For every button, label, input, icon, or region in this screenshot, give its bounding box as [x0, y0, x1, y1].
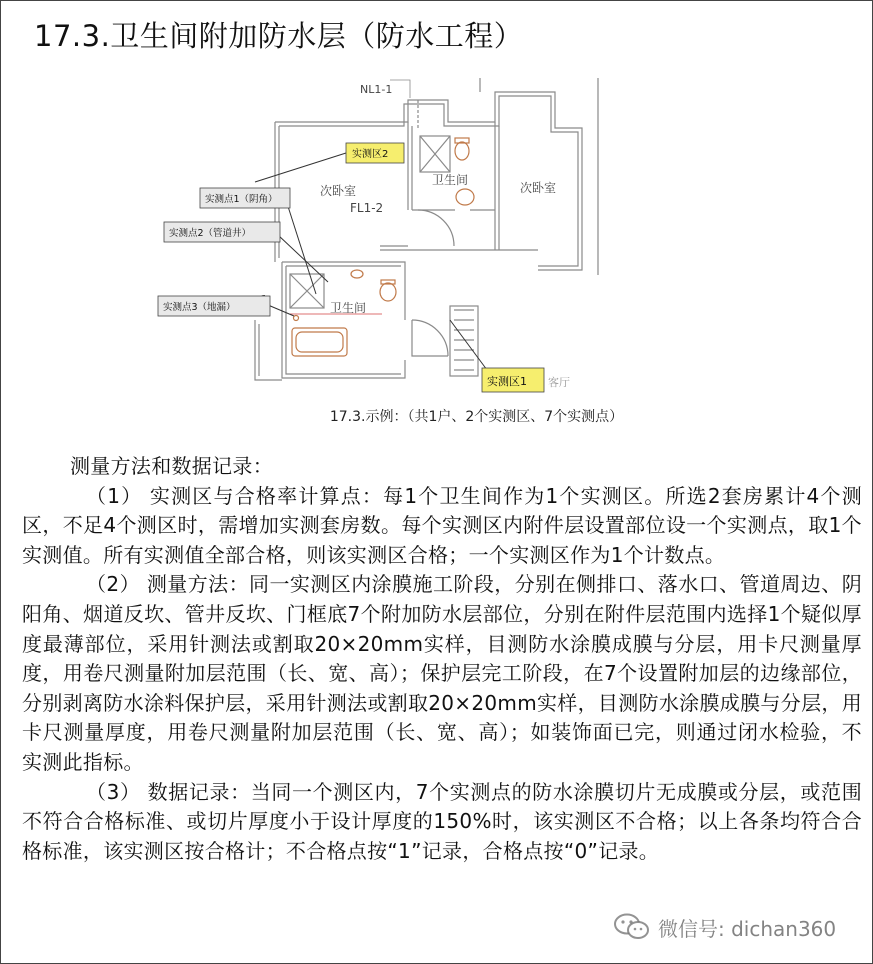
floor-code-label: FL1-2 — [350, 201, 384, 215]
paragraph-1: （1） 实测区与合格率计算点：每1个卫生间作为1个实测区。所选2套房累计4个测区，不足4个测区时，需增加实测套房数。每个实测区内附件层设置部位设一个实测点，取1个实测值。所有实测值全部合格，则该实测区合格；一个实测区作为1个计数点。 — [22, 483, 862, 567]
page-title: 17.3.卫生间附加防水层（防水工程） — [34, 19, 524, 53]
bathroom-upper-label: 卫生间 — [432, 173, 469, 187]
callout-point3: 实测点3（地漏） — [163, 302, 236, 313]
wechat-icon — [612, 912, 652, 942]
floor-plan — [150, 70, 610, 400]
partial-room-label: 客厅 — [548, 376, 570, 389]
figure-caption: 17.3.示例：（共1户、2个实测区、7个实测点） — [329, 409, 624, 425]
callout-point2: 实测点2（管道井） — [169, 228, 252, 239]
paragraph-3: （3） 数据记录：当同一个测区内，7个实测点的防水涂膜切片无成膜或分层，或范围不符合合格标准、或切片厚度小于设计厚度的150%时，该实测区不合格；以上各条均符合合格标准，该实测区按合格计；不合格点按“1”记录，合格点按“0”记录。 — [22, 779, 862, 863]
bedroom-right-label: 次卧室 — [520, 181, 557, 195]
paragraph-2: （2） 测量方法：同一实测区内涂膜施工阶段，分别在侧排口、落水口、管道周边、阴阳角、烟道反坎、管井反坎、门框底7个附加防水层部位，分别在附件层范围内选择1个疑似厚度最薄部位，采用针测法或割取20×20mm实样，目测防水涂膜成膜与分层，用卡尺测量厚度，用卷尺测量附加层范围（长、宽、高）；保护层完工阶段，在7个设置附加层的边缘部位，分别剥离防水涂料保护层，采用针测法或割取20×20mm实样，目测防水涂膜成膜与分层，用卡尺测量厚度，用卷尺测量附加层范围（长、宽、高）；如装饰面已完，则通过闭水检验，不实测此指标。 — [22, 572, 862, 774]
callout-zone1: 实测区1 — [487, 375, 527, 388]
bathroom-lower-label: 卫生间 — [330, 301, 367, 315]
pipe-label: NL1-1 — [360, 83, 393, 96]
wechat-id: 微信号: dichan360 — [658, 916, 837, 941]
callout-point1: 实测点1（阴角） — [205, 194, 278, 205]
callout-zone2: 实测区2 — [352, 149, 389, 160]
bedroom-left-label: 次卧室 — [320, 184, 357, 198]
section-heading: 测量方法和数据记录： — [70, 454, 273, 478]
wechat-watermark — [612, 912, 836, 942]
body-text — [22, 452, 862, 866]
